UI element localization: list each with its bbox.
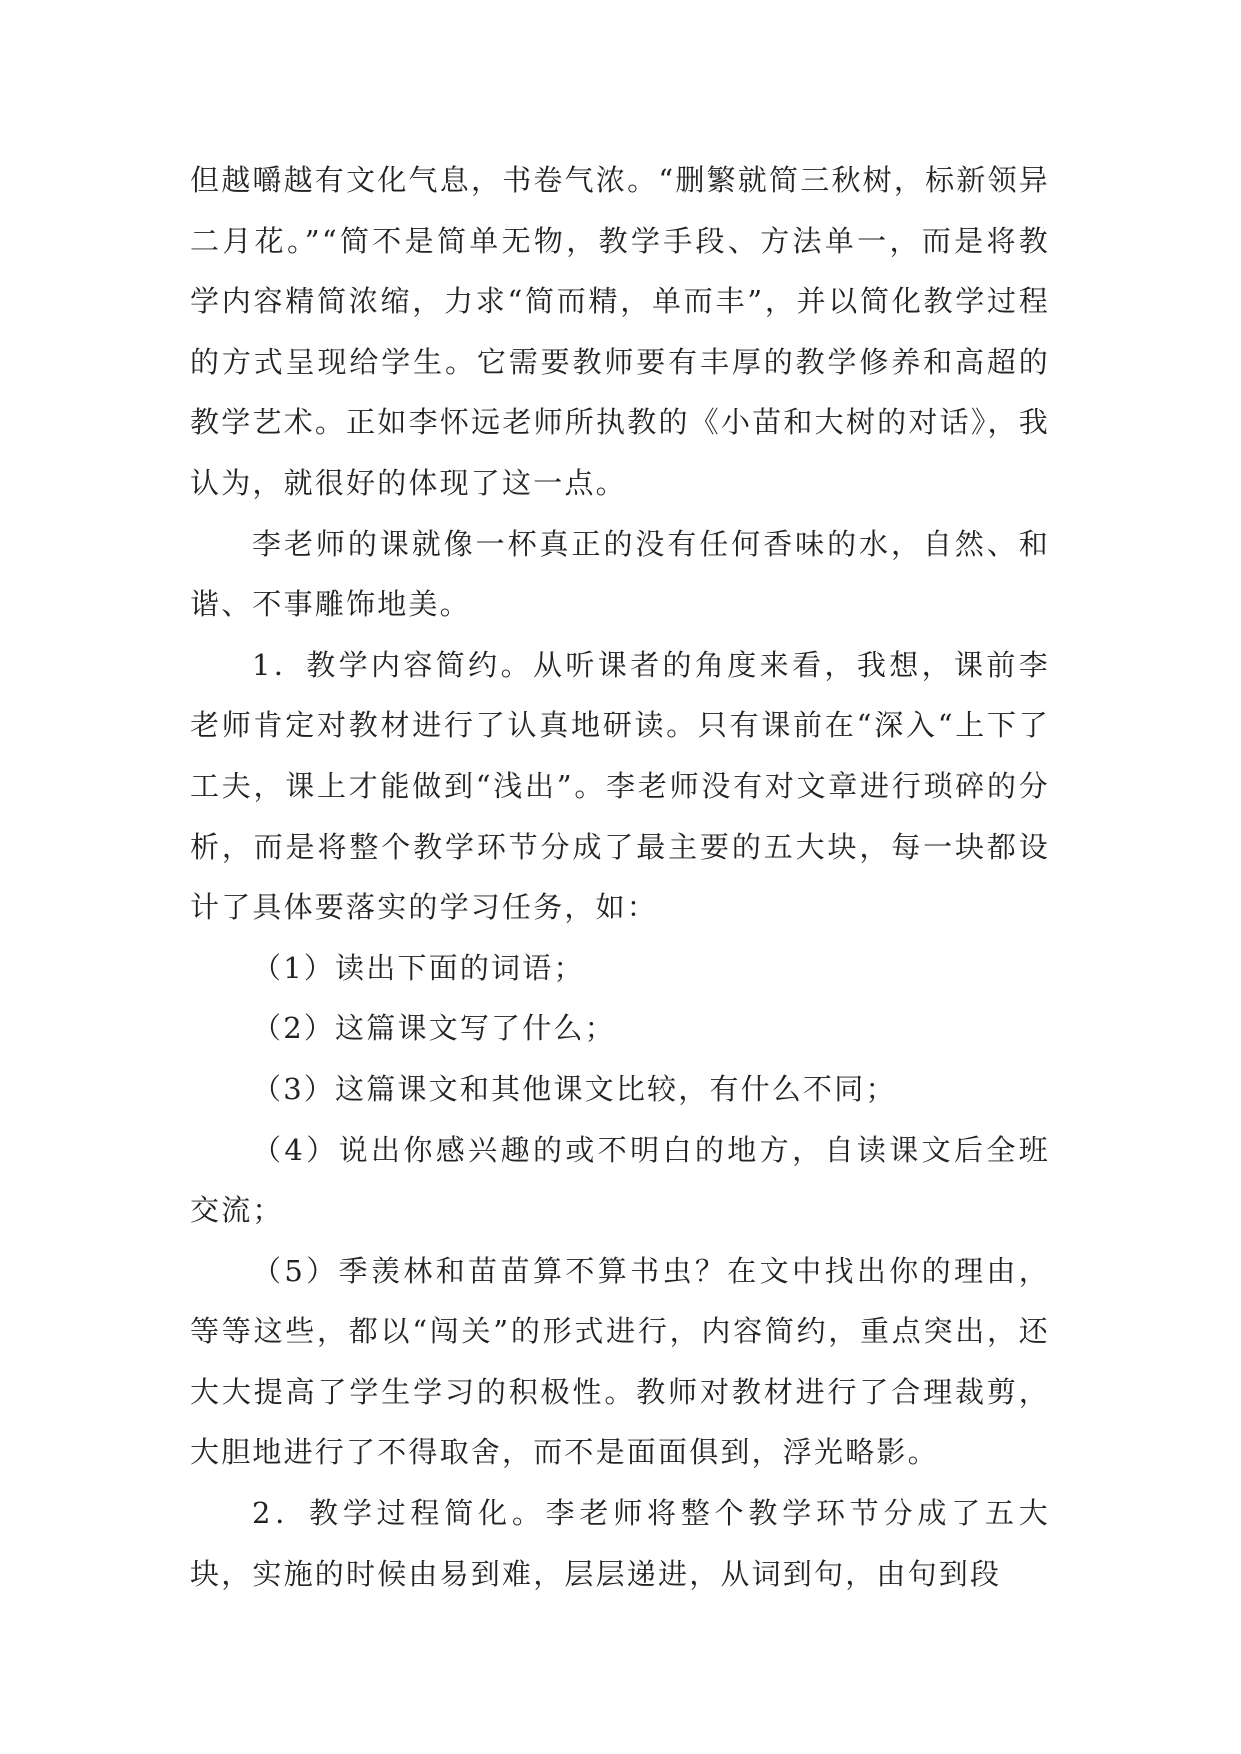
paragraph-intro: 但越嚼越有文化气息，书卷气浓。“删繁就简三秋树，标新领异二月花。”“简不是简单无物，教学手段、方法单一，而是将教学内容精简浓缩，力求“简而精，单而丰”，并以简化教学过程的方式呈现给学生。它需要教师要有丰厚的教学修养和高超的教学艺术。正如李怀远老师所执教的《小苗和大树的对话》，我认为，就很好的体现了这一点。 bbox=[190, 163, 1050, 500]
list-item-task-5: （5）季羡林和苗苗算不算书虫？在文中找出你的理由，等等这些，都以“闯关”的形式进行，内容简约，重点突出，还大大提高了学生学习的积极性。教师对教材进行了合理裁剪，大胆地进行了不得取舍，而不是面面俱到，浮光略影。 bbox=[190, 1253, 1050, 1470]
paragraph-point-2: 2．教学过程简化。李老师将整个教学环节分成了五大块，实施的时候由易到难，层层递进，从词到句，由句到段 bbox=[190, 1496, 1050, 1591]
list-item-task-2: （2）这篇课文写了什么； bbox=[252, 1011, 616, 1046]
list-item-task-3: （3）这篇课文和其他课文比较，有什么不同； bbox=[252, 1071, 897, 1106]
body-text bbox=[190, 150, 1050, 1604]
paragraph-point-1: 1．教学内容简约。从听课者的角度来看，我想，课前李老师肯定对教材进行了认真地研读。只有课前在“深入“上下了工夫，课上才能做到“浅出”。李老师没有对文章进行琐碎的分析，而是将整个教学环节分成了最主要的五大块，每一块都设计了具体要落实的学习任务，如： bbox=[190, 647, 1050, 925]
paragraph-summary: 李老师的课就像一杯真正的没有任何香味的水，自然、和谐、不事雕饰地美。 bbox=[190, 526, 1050, 622]
list-item-task-4: （4）说出你感兴趣的或不明白的地方，自读课文后全班交流； bbox=[190, 1132, 1050, 1228]
list-item-task-1: （1）读出下面的词语； bbox=[252, 950, 585, 985]
